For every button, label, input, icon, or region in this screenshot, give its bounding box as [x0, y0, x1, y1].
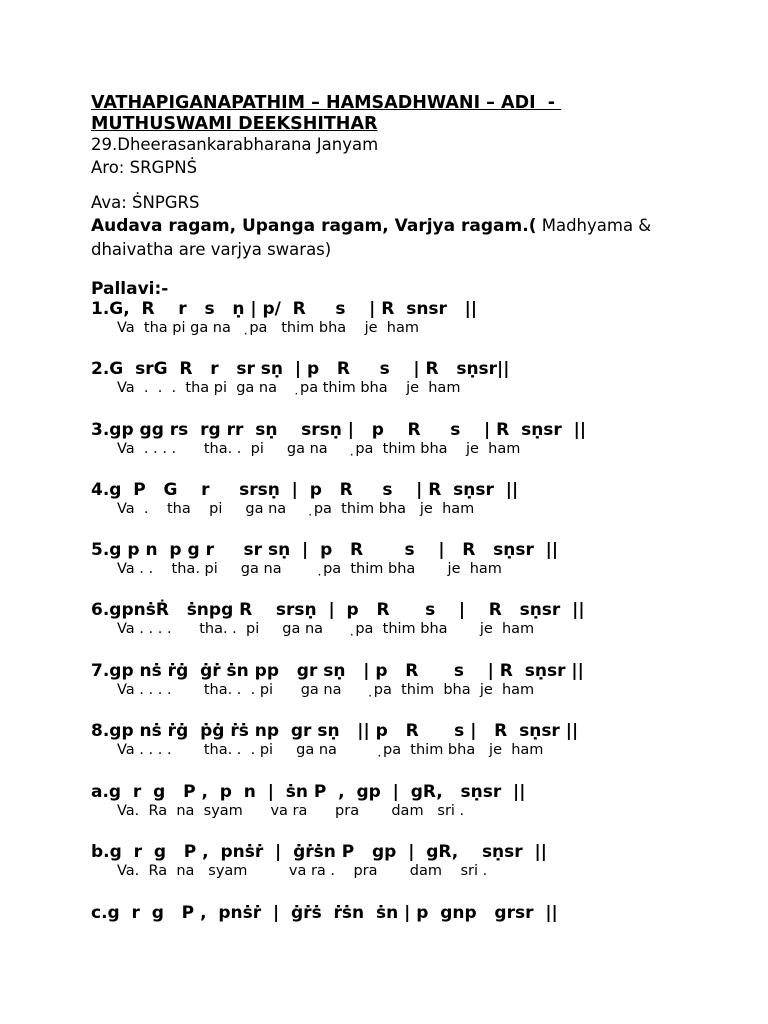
ragam-plain-text: Madhyama & dhaivatha are varjya swaras) — [91, 216, 652, 259]
swara-line: b.g r g P , pnṡṙ | ġṙṡn P gp | gR, sṇsr || — [91, 842, 547, 862]
swara-line: 1.G, R r s ṇ | p/ R s | R snsr || — [91, 299, 478, 319]
swara-line: 6.gpnṡṘ ṡnpg R srsṇ | p R s | R sṇsr || — [91, 600, 585, 620]
lyric-line: Va . . . . tha. . . pi ga na ̣pa thim bha je ham — [117, 682, 535, 698]
lyric-line: Va . . tha. pi ga na ̣pa thim bha je ham — [117, 561, 502, 577]
swara-line: 7.gp nṡ ṙġ ġṙ ṡn pp gr sṇ | p R s | R sṇsr || — [91, 661, 584, 681]
avarohanam-line: Ava: ṠNPGRS — [91, 193, 200, 212]
swara-line: 2.G srG R r sr sṇ | p R s | R sṇsr|| — [91, 359, 510, 379]
swara-line: a.g r g P , p n | ṡn P , gp | gR, sṇsr || — [91, 782, 526, 802]
lyric-line: Va tha pi ga na ̣pa thim bha je ham — [117, 320, 419, 336]
lyric-line: Va . . . . tha. . pi ga na ̣pa thim bha je ham — [117, 621, 535, 637]
melakarta-line: 29.Dheerasankarabharana Janyam — [91, 135, 379, 154]
lyric-line: Va. Ra na syam va ra pra dam sri . — [117, 803, 465, 819]
lyric-line: Va . . . . tha. . . pi ga na ̣pa thim bha je ham — [117, 742, 544, 758]
lyric-line: Va . . . . tha. . pi ga na ̣pa thim bha je ham — [117, 441, 521, 457]
lyric-line: Va . tha pi ga na ̣pa thim bha je ham — [117, 501, 475, 517]
arohanam-line: Aro: SRGPNṠ — [91, 158, 198, 177]
swara-line: 3.gp gg rs rg rr sṇ srsṇ | p R s | R sṇsr || — [91, 420, 587, 440]
swara-line: 4.g P G r srsṇ | p R s | R sṇsr || — [91, 480, 519, 500]
pallavi-heading: Pallavi:- — [91, 279, 169, 299]
swara-line: 5.g p n p g r sr sṇ | p R s | R sṇsr || — [91, 540, 559, 560]
swara-line: c.g r g P , pnṡṙ | ġṙṡ ṙṡn ṡn | p gnp grsr || — [91, 903, 558, 923]
ragam-bold-text: Audava ragam, Upanga ragam, Varjya ragam.( — [91, 216, 537, 236]
swara-line: 8.gp nṡ ṙġ ṗġ ṙṡ np gr sṇ || p R s | R sṇsr || — [91, 721, 579, 741]
lyric-line: Va. Ra na syam va ra . pra dam sri . — [117, 863, 488, 879]
ragam-description — [91, 214, 701, 262]
lyric-line: Va . . . tha pi ga na ̣pa thim bha je ham — [117, 380, 461, 396]
song-title: VATHAPIGANAPATHIM – HAMSADHWANI – ADI - MUTHUSWAMI DEEKSHITHAR — [91, 93, 562, 134]
